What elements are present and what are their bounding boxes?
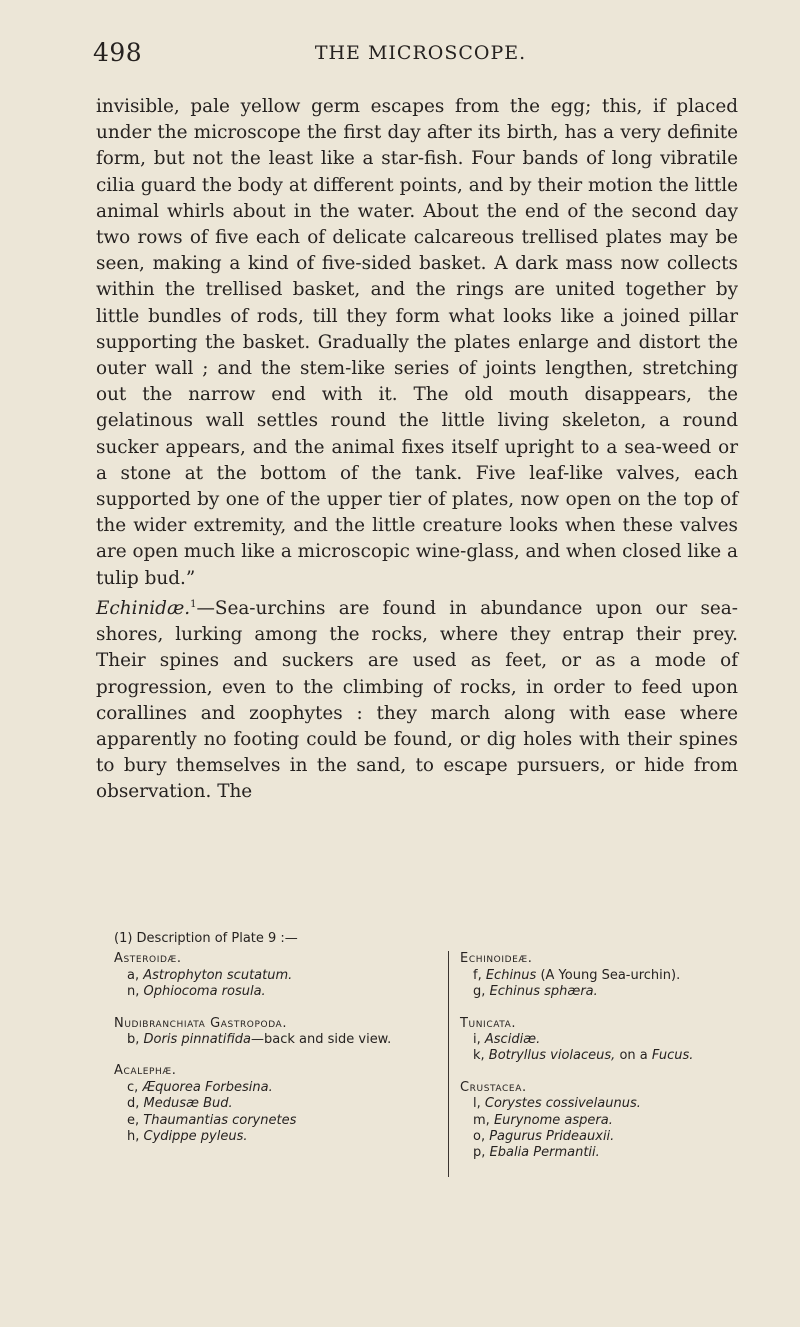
- species-name: Doris pinnatifida: [143, 1032, 251, 1048]
- footnote-left-column: [114, 951, 448, 1176]
- entry-key: d,: [127, 1096, 144, 1112]
- plate-entry: [460, 1113, 770, 1129]
- section-term: Echinidæ.: [96, 597, 191, 619]
- entry-key: g,: [473, 984, 490, 1000]
- plate-entry: [114, 1129, 440, 1145]
- plate-entry: [460, 1129, 770, 1145]
- entry-key: c,: [127, 1079, 143, 1095]
- plate-group: [460, 951, 770, 1000]
- page-header: [93, 38, 748, 68]
- plate-entry: [460, 1048, 770, 1064]
- paragraph-text: —Sea-urchins are found in abundance upon our sea-shores, lurking among the rocks, where they entrap their prey. Their spines and suckers are used as feet, or as a mode of progression, even to the climbing of rocks, in order to feed upon corallines and zoophytes : they march along with ease where apparently no footing could be found, or dig holes with their spines to bury themselves in the sand, to escape pursuers, or hide from observation. The: [96, 597, 738, 803]
- entry-key: l,: [473, 1096, 485, 1112]
- group-title: Crustacea.: [460, 1079, 527, 1095]
- entry-key: f,: [473, 967, 486, 983]
- species-name: Thaumantias corynetes: [143, 1112, 297, 1128]
- plate-entry: [460, 968, 770, 984]
- plate-entry: [114, 968, 440, 984]
- body-text: [96, 94, 738, 806]
- group-title: Tunicata.: [460, 1015, 517, 1031]
- footnote-ref: 1: [190, 598, 197, 610]
- species-name: Cydippe pyleus.: [143, 1129, 248, 1145]
- species-name: Ebalia Permantii.: [489, 1145, 600, 1161]
- entry-key: a,: [127, 967, 144, 983]
- entry-note: —back and side view.: [251, 1032, 392, 1048]
- species-name: Botryllus violaceus,: [488, 1048, 616, 1064]
- species-name: Æquorea Forbesina.: [142, 1079, 273, 1095]
- species-name: Astrophyton scutatum.: [143, 967, 293, 983]
- species-name: Ascidiæ.: [484, 1032, 541, 1048]
- entry-note-italic: Fucus.: [651, 1048, 694, 1064]
- entry-key: b,: [127, 1032, 144, 1048]
- entry-key: h,: [127, 1129, 144, 1145]
- plate-entry: [460, 1096, 770, 1112]
- species-name: Medusæ Bud.: [143, 1096, 233, 1112]
- running-head: THE MICROSCOPE.: [314, 42, 527, 64]
- species-name: Eurynome aspera.: [493, 1112, 613, 1128]
- plate-entry: [460, 1032, 770, 1048]
- group-title: Asteroidæ.: [114, 951, 182, 967]
- entry-key: i,: [473, 1032, 485, 1048]
- group-title: Acalephæ.: [114, 1063, 177, 1079]
- entry-key: m,: [473, 1112, 494, 1128]
- group-title: Echinoideæ.: [460, 951, 533, 967]
- species-name: Pagurus Prideauxii.: [489, 1129, 615, 1145]
- footnote: [114, 931, 774, 1177]
- species-name: Echinus: [485, 967, 537, 983]
- paragraph: [96, 592, 738, 806]
- plate-entry: [114, 1080, 440, 1096]
- footnote-heading: (1) Description of Plate 9 :—: [114, 931, 298, 946]
- species-name: Echinus sphæra.: [489, 984, 598, 1000]
- plate-entry: [114, 984, 440, 1000]
- plate-group: [114, 951, 440, 1000]
- footnote-right-column: [448, 951, 770, 1176]
- entry-key: e,: [127, 1112, 144, 1128]
- plate-entry: [114, 1096, 440, 1112]
- plate-group: [114, 1016, 440, 1049]
- entry-key: o,: [473, 1129, 490, 1145]
- paragraph: invisible, pale yellow germ escapes from the egg; this, if placed under the microscope the first day after its birth, has a very definite form, but not the least like a star-fish. Four bands of long vibratile cilia guard the body at different points, and by their motion the little animal whirls about in the water. About the end of the second day two rows of five each of delicate calcareous trellised plates may be seen, making a kind of five-sided basket. A dark mass now collects within the trellised basket, and the rings are united together by little bundles of rods, till they form what looks like a joined pillar supporting the basket. Gradually the plates enlarge and distort the outer wall ; and the stem-like series of joints lengthen, stretching out the narrow end with it. The old mouth disappears, the gelatinous wall settles round the little living skeleton, a round sucker appears, and the animal fixes itself upright to a sea-weed or a stone at the bottom of the tank. Five leaf-like valves, each supported by one of the upper tier of plates, now open on the top of the wider extremity, and the little creature looks when these valves are open much like a microscopic wine-glass, and when closed like a tulip bud.”: [96, 96, 738, 589]
- entry-key: n,: [127, 984, 144, 1000]
- plate-entry: [460, 1145, 770, 1161]
- plate-group: [114, 1063, 440, 1145]
- plate-entry: [114, 1032, 440, 1048]
- plate-entry: [114, 1113, 440, 1129]
- plate-entry: [460, 984, 770, 1000]
- entry-note: (A Young Sea-urchin).: [536, 967, 681, 983]
- plate-group: [460, 1016, 770, 1065]
- entry-note: on a: [615, 1048, 652, 1064]
- entry-key: k,: [473, 1048, 489, 1064]
- species-name: Corystes cossivelaunus.: [484, 1096, 641, 1112]
- species-name: Ophiocoma rosula.: [143, 984, 266, 1000]
- entry-key: p,: [473, 1145, 490, 1161]
- plate-group: [460, 1080, 770, 1162]
- page-number: 498: [93, 38, 143, 67]
- group-title: Nudibranchiata Gastropoda.: [114, 1015, 288, 1031]
